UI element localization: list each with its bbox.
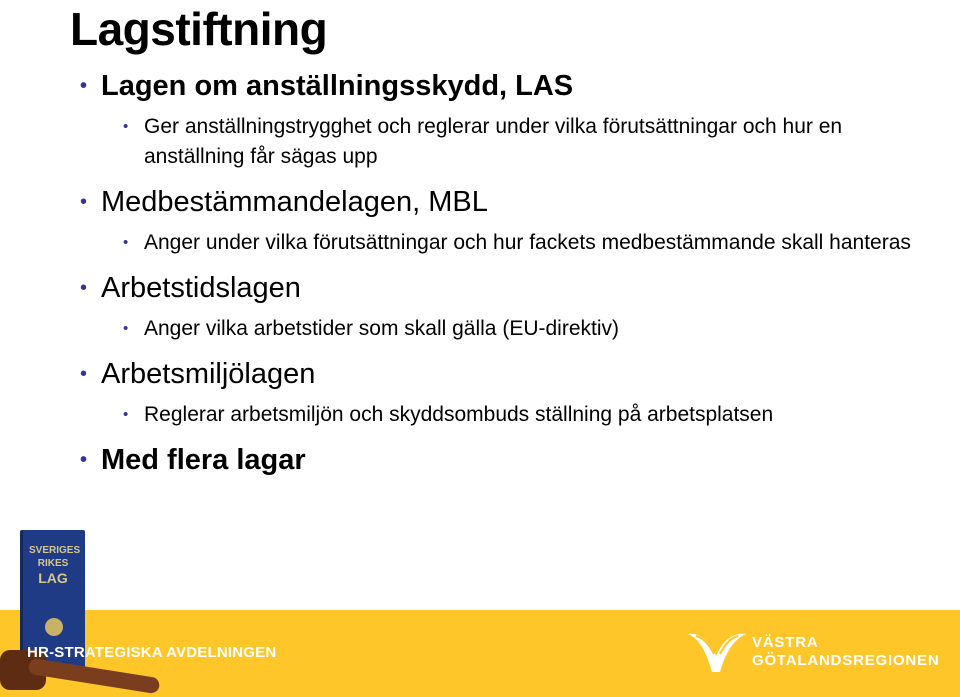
vgr-logo-icon — [686, 628, 748, 680]
sub-bullet-mbl — [123, 228, 940, 258]
sub-bullet-dot: • — [123, 320, 129, 337]
slide-content — [80, 68, 940, 478]
book-label-line1: SVERIGES — [29, 545, 81, 556]
sub-bullet-arbetstid-text: Anger vilka arbetstider som skall gälla (EU-direktiv) — [144, 317, 619, 340]
bullet-mbl — [80, 184, 940, 220]
sub-bullet-arbetsmiljo-text: Reglerar arbetsmiljön och skyddsombuds ställning på arbetsplatsen — [144, 403, 774, 426]
vgr-logo-line2: GÖTALANDSREGIONEN — [752, 652, 940, 669]
sub-bullet-arbetsmiljo — [123, 400, 940, 430]
bullet-dot: • — [80, 191, 88, 213]
bullet-dot: • — [80, 75, 88, 97]
sub-bullet-dot: • — [123, 406, 129, 423]
bullet-arbetsmiljo — [80, 356, 940, 392]
bullet-arbetsmiljo-text: Arbetsmiljölagen — [101, 358, 316, 390]
sub-bullet-las — [123, 112, 940, 172]
book-label-line2: RIKES — [37, 558, 69, 569]
footer-department: HR-STRATEGISKA AVDELNINGEN — [27, 644, 277, 661]
book-label-line3: LAG — [38, 570, 68, 586]
book-label — [29, 544, 81, 586]
slide-title: Lagstiftning — [70, 3, 328, 55]
sub-bullet-las-text: Ger anställningstrygghet och reglerar under vilka förutsättningar och hur en anställning får sägas upp — [144, 115, 843, 168]
sub-bullet-dot: • — [123, 234, 129, 251]
bullet-flera-lagar-text: Med flera lagar — [101, 444, 306, 476]
sub-bullet-arbetstid — [123, 314, 940, 344]
bullet-arbetstid-text: Arbetstidslagen — [101, 272, 301, 304]
sub-bullet-dot: • — [123, 118, 129, 135]
vgr-logo-text — [752, 634, 940, 670]
bullet-dot: • — [80, 277, 88, 299]
bullet-dot: • — [80, 363, 88, 385]
bullet-las — [80, 68, 940, 104]
crest-icon — [45, 618, 63, 636]
bullet-las-text: Lagen om anställningsskydd, LAS — [101, 70, 574, 102]
vgr-logo-line1: VÄSTRA — [752, 634, 819, 651]
bullet-arbetstid — [80, 270, 940, 306]
bullet-mbl-text: Medbestämmandelagen, MBL — [101, 186, 488, 218]
bullet-flera-lagar — [80, 442, 940, 478]
bullet-dot: • — [80, 449, 88, 471]
sub-bullet-mbl-text: Anger under vilka förutsättningar och hur fackets medbestämmande skall hanteras — [144, 231, 911, 254]
